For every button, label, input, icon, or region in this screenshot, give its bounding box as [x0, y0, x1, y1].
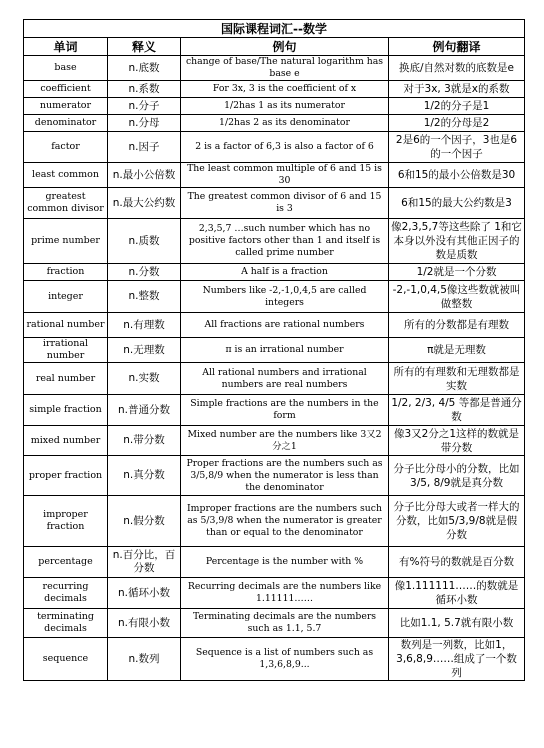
translation-cell: 换底/自然对数的底数是e	[389, 56, 525, 81]
table-row	[24, 395, 525, 426]
example-cell: For 3x, 3 is the coefficient of x	[181, 81, 389, 98]
table-row	[24, 313, 525, 338]
term-cell: numerator	[24, 98, 108, 115]
translation-cell: -2,-1,0,4,5像这些数就被叫做整数	[389, 281, 525, 313]
example-cell: 2,3,5,7 …such number which has no positive factors other than 1 and itself is called prime number	[181, 219, 389, 264]
translation-cell: 分子比分母大或者一样大的分数，比如5/3,9/8就是假分数	[389, 496, 525, 547]
table-row	[24, 338, 525, 363]
meaning-cell: n.分母	[108, 115, 181, 132]
term-cell: fraction	[24, 264, 108, 281]
table-title: 国际课程词汇--数学	[24, 20, 525, 38]
example-cell: 1/2has 2 as its denominator	[181, 115, 389, 132]
translation-cell: 6和15的最大公约数是3	[389, 188, 525, 219]
translation-cell: 所有的有理数和无理数都是实数	[389, 363, 525, 395]
example-cell: Percentage is the number with %	[181, 547, 389, 578]
meaning-cell: n.最大公约数	[108, 188, 181, 219]
term-cell: least common	[24, 163, 108, 188]
example-cell: Proper fractions are the numbers such as 3/5,8/9 when the numerator is less than the denominator	[181, 456, 389, 496]
translation-cell: π就是无理数	[389, 338, 525, 363]
term-cell: rational number	[24, 313, 108, 338]
term-cell: base	[24, 56, 108, 81]
meaning-cell: n.质数	[108, 219, 181, 264]
header-translation: 例句翻译	[389, 38, 525, 56]
meaning-cell: n.实数	[108, 363, 181, 395]
example-cell: 2 is a factor of 6,3 is also a factor of 6	[181, 132, 389, 163]
example-cell: Mixed number are the numbers like 3又2分之1	[181, 426, 389, 456]
table-row	[24, 264, 525, 281]
meaning-cell: n.循环小数	[108, 578, 181, 609]
meaning-cell: n.系数	[108, 81, 181, 98]
example-cell: All fractions are rational numbers	[181, 313, 389, 338]
term-cell: integer	[24, 281, 108, 313]
term-cell: prime number	[24, 219, 108, 264]
table-row	[24, 496, 525, 547]
example-cell: change of base/The natural logarithm has base e	[181, 56, 389, 81]
header-word: 单词	[24, 38, 108, 56]
translation-cell: 6和15的最小公倍数是30	[389, 163, 525, 188]
table-row	[24, 547, 525, 578]
table-row	[24, 132, 525, 163]
table-row	[24, 638, 525, 681]
term-cell: sequence	[24, 638, 108, 681]
translation-cell: 1/2就是一个分数	[389, 264, 525, 281]
term-cell: factor	[24, 132, 108, 163]
term-cell: percentage	[24, 547, 108, 578]
table-row	[24, 219, 525, 264]
translation-cell: 像3又2分之1这样的数就是带分数	[389, 426, 525, 456]
example-cell: All rational numbers and irrational numbers are real numbers	[181, 363, 389, 395]
example-cell: The least common multiple of 6 and 15 is 30	[181, 163, 389, 188]
term-cell: greatest common divisor	[24, 188, 108, 219]
table-row	[24, 98, 525, 115]
example-cell: Terminating decimals are the numbers such as 1.1, 5.7	[181, 609, 389, 638]
meaning-cell: n.真分数	[108, 456, 181, 496]
example-cell: Numbers like -2,-1,0,4,5 are called integers	[181, 281, 389, 313]
meaning-cell: n.假分数	[108, 496, 181, 547]
translation-cell: 1/2, 2/3, 4/5 等都是普通分数	[389, 395, 525, 426]
translation-cell: 2是6的一个因子，3也是6的一个因子	[389, 132, 525, 163]
meaning-cell: n.因子	[108, 132, 181, 163]
translation-cell: 像2,3,5,7等这些除了 1和它本身以外没有其他正因子的数是质数	[389, 219, 525, 264]
example-cell: A half is a fraction	[181, 264, 389, 281]
term-cell: terminating decimals	[24, 609, 108, 638]
meaning-cell: n.有限小数	[108, 609, 181, 638]
translation-cell: 有%符号的数就是百分数	[389, 547, 525, 578]
table-row	[24, 363, 525, 395]
vocabulary-table	[23, 19, 525, 681]
meaning-cell: n.最小公倍数	[108, 163, 181, 188]
term-cell: coefficient	[24, 81, 108, 98]
term-cell: recurring decimals	[24, 578, 108, 609]
header-example: 例句	[181, 38, 389, 56]
table-row	[24, 163, 525, 188]
meaning-cell: n.带分数	[108, 426, 181, 456]
table-row	[24, 456, 525, 496]
title-row	[24, 20, 525, 38]
table-row	[24, 426, 525, 456]
term-cell: real number	[24, 363, 108, 395]
meaning-cell: n.分数	[108, 264, 181, 281]
example-cell: Improper fractions are the numbers such as 5/3,9/8 when the numerator is greater than or equal to the denominator	[181, 496, 389, 547]
term-cell: simple fraction	[24, 395, 108, 426]
example-cell: Simple fractions are the numbers in the form	[181, 395, 389, 426]
term-cell: mixed number	[24, 426, 108, 456]
term-cell: denominator	[24, 115, 108, 132]
meaning-cell: n.整数	[108, 281, 181, 313]
header-row	[24, 38, 525, 56]
translation-cell: 数列是一列数，比如1，3,6,8,9……组成了一个数列	[389, 638, 525, 681]
meaning-cell: n.底数	[108, 56, 181, 81]
table-row	[24, 578, 525, 609]
translation-cell: 1/2的分母是2	[389, 115, 525, 132]
table-row	[24, 609, 525, 638]
meaning-cell: n.无理数	[108, 338, 181, 363]
meaning-cell: n.分子	[108, 98, 181, 115]
header-meaning: 释义	[108, 38, 181, 56]
translation-cell: 1/2的分子是1	[389, 98, 525, 115]
translation-cell: 像1.111111……的数就是循环小数	[389, 578, 525, 609]
table-row	[24, 56, 525, 81]
term-cell: irrational number	[24, 338, 108, 363]
example-cell: Sequence is a list of numbers such as 1,3,6,8,9...	[181, 638, 389, 681]
table-row	[24, 81, 525, 98]
example-cell: The greatest common divisor of 6 and 15 is 3	[181, 188, 389, 219]
table-row	[24, 188, 525, 219]
translation-cell: 分子比分母小的分数，比如3/5, 8/9就是真分数	[389, 456, 525, 496]
term-cell: proper fraction	[24, 456, 108, 496]
example-cell: 1/2has 1 as its numerator	[181, 98, 389, 115]
table-row	[24, 115, 525, 132]
meaning-cell: n.百分比，百分数	[108, 547, 181, 578]
example-cell: Recurring decimals are the numbers like 1.11111……	[181, 578, 389, 609]
translation-cell: 所有的分数都是有理数	[389, 313, 525, 338]
meaning-cell: n.数列	[108, 638, 181, 681]
translation-cell: 对于3x, 3就是x的系数	[389, 81, 525, 98]
table-row	[24, 281, 525, 313]
translation-cell: 比如1.1, 5.7就有限小数	[389, 609, 525, 638]
table-body	[24, 56, 525, 681]
meaning-cell: n.普通分数	[108, 395, 181, 426]
example-cell: π is an irrational number	[181, 338, 389, 363]
meaning-cell: n.有理数	[108, 313, 181, 338]
term-cell: improper fraction	[24, 496, 108, 547]
